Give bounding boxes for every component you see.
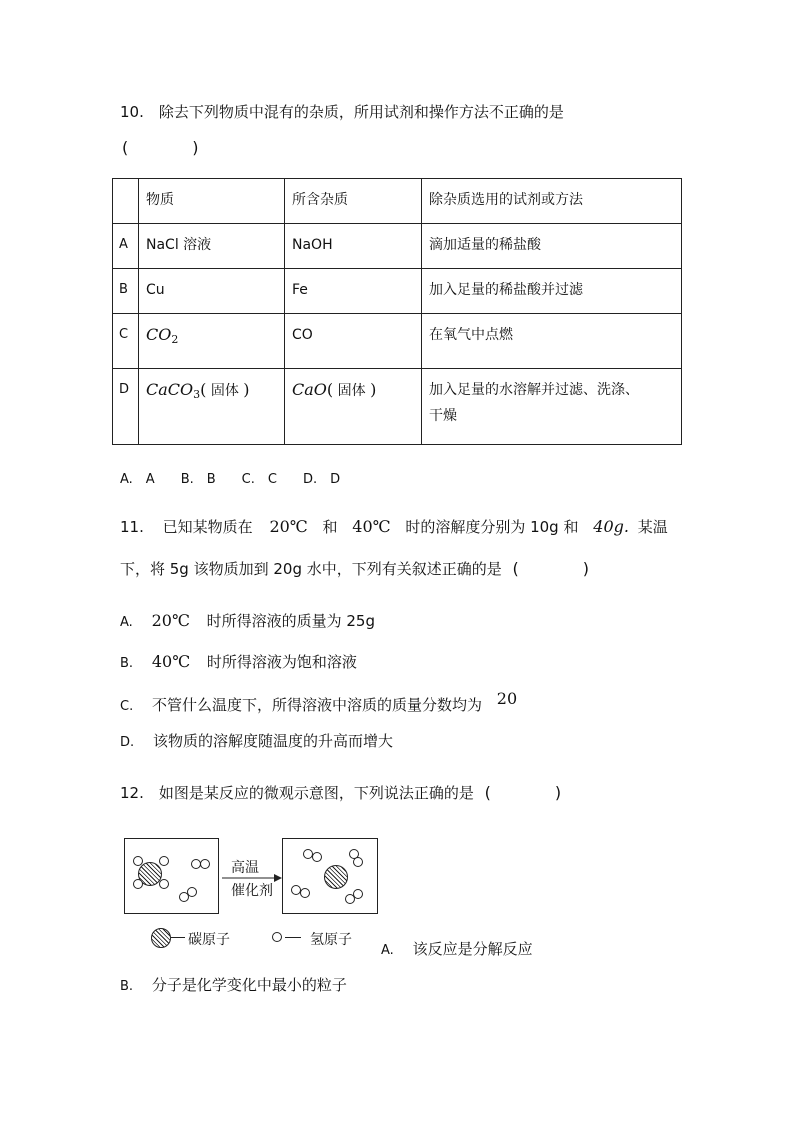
- q11-option-c: C. 不管什么温度下，所得溶液中溶质的质量分数均为 20: [120, 689, 518, 714]
- q11-number: 11.: [120, 518, 144, 536]
- legend-carbon-label: 碳原子: [188, 932, 230, 948]
- legend-carbon-icon: [151, 928, 171, 948]
- hydrogen-atom: [300, 888, 310, 898]
- table-row: [113, 314, 682, 369]
- hydrogen-atom: [159, 879, 169, 889]
- table-row: [113, 369, 682, 445]
- hydrogen-atom: [353, 857, 363, 867]
- temp-20: 20℃: [269, 517, 308, 536]
- formula-subscript: 3: [193, 388, 201, 401]
- hydrogen-atom: [353, 889, 363, 899]
- q11-line2: 下，将 5g 该物质加到 20g 水中，下列有关叙述正确的是 ( ): [120, 559, 590, 578]
- hydrogen-atom: [200, 859, 210, 869]
- formula-subscript: 2: [171, 333, 179, 346]
- legend-hydrogen-label: 氢原子: [310, 932, 352, 948]
- hydrogen-atom: [133, 856, 143, 866]
- q11-answer-paren: ( ): [512, 559, 590, 578]
- table-header-cell: 物质: [139, 179, 285, 224]
- table-header-row: [113, 179, 682, 224]
- q10-answer-paren: ( ): [122, 138, 199, 157]
- method-cell: 加入足量的稀盐酸并过滤: [422, 269, 682, 314]
- mass-40g: 40g.: [593, 517, 629, 536]
- impurity-cell: Fe: [285, 269, 422, 314]
- substance-cell: CaCO$_3$( 固体 ): [139, 369, 285, 445]
- q10-table: [112, 178, 682, 445]
- hydrogen-atom: [312, 852, 322, 862]
- q11-option-d: D. 该物质的溶解度随温度的升高而增大: [120, 732, 393, 750]
- substance-cell: Cu: [139, 269, 285, 314]
- products-box: [282, 838, 378, 914]
- q10-stem: 10. 除去下列物质中混有的杂质，所用试剂和操作方法不正确的是: [120, 103, 564, 121]
- state-label: 固体: [337, 383, 366, 399]
- hydrogen-atom: [133, 879, 143, 889]
- state-label: 固体: [210, 383, 239, 399]
- formula-co2: CO: [146, 325, 172, 344]
- q12-line1: [120, 780, 561, 803]
- formula-caco3: CaCO: [146, 380, 194, 399]
- method-cell: 加入足量的水溶解并过滤、洗涤、 干燥: [422, 369, 682, 445]
- method-cell: 在氧气中点燃: [422, 314, 682, 369]
- temp-40: 40℃: [352, 517, 391, 536]
- carbon-atom: [324, 865, 348, 889]
- impurity-cell: CaO( 固体 ): [285, 369, 422, 445]
- impurity-cell: NaOH: [285, 224, 422, 269]
- substance-cell: NaCl 溶液: [139, 224, 285, 269]
- formula-cao: CaO: [292, 380, 327, 399]
- method-cell: 滴加适量的稀盐酸: [422, 224, 682, 269]
- condition-catalyst: 催化剂: [231, 883, 273, 899]
- row-label: A: [113, 224, 139, 269]
- q12-stem: 12. 如图是某反应的微观示意图，下列说法正确的是: [120, 784, 474, 802]
- q11-option-b: B. 40℃ 时所得溶液为饱和溶液: [120, 652, 357, 671]
- table-row: [113, 269, 682, 314]
- q10-options: A. A B. B C. C D. D: [120, 472, 341, 487]
- table-row: [113, 224, 682, 269]
- table-header-cell: [113, 179, 139, 224]
- condition-heat: 高温: [231, 860, 259, 876]
- hydrogen-atom: [159, 856, 169, 866]
- q12-option-b: B. 分子是化学变化中最小的粒子: [120, 976, 347, 994]
- q11-option-a: A. 20℃ 时所得溶液的质量为 25g: [120, 611, 376, 630]
- impurity-cell: CO: [285, 314, 422, 369]
- table-header-cell: 所含杂质: [285, 179, 422, 224]
- row-label: B: [113, 269, 139, 314]
- q11-line1: 11. 已知某物质在 20℃ 和 40℃ 时的溶解度分别为 10g 和 40g. 某温: [120, 517, 668, 536]
- hydrogen-atom: [187, 887, 197, 897]
- legend-hydrogen-icon: [272, 932, 282, 942]
- reactants-box: [124, 838, 219, 914]
- substance-cell: [139, 314, 285, 369]
- table-header-cell: 除杂质选用的试剂或方法: [422, 179, 682, 224]
- row-label: C: [113, 314, 139, 369]
- q12-option-a: A. 该反应是分解反应: [381, 940, 533, 958]
- q12-answer-paren: ( ): [484, 783, 562, 802]
- row-label: D: [113, 369, 139, 445]
